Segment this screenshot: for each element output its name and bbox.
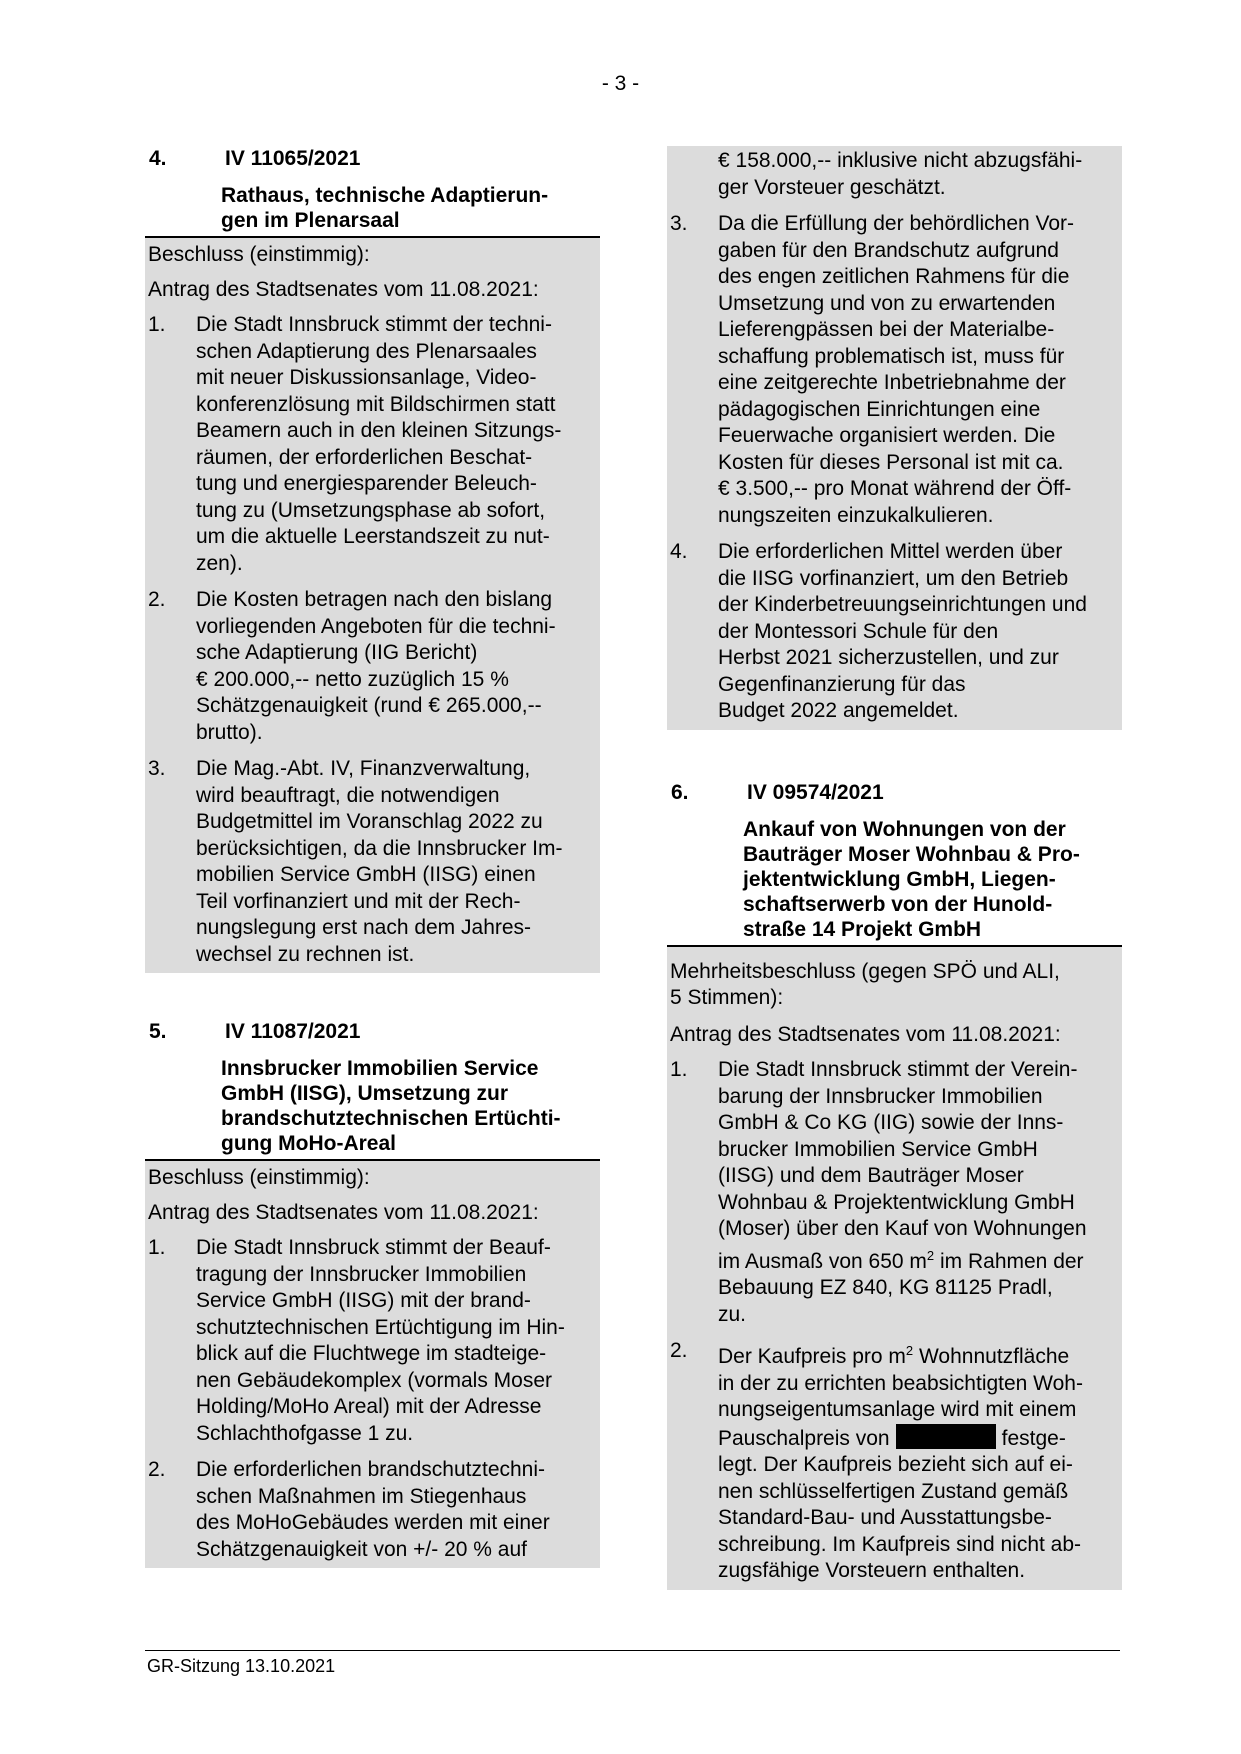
superscript: 2 (905, 1343, 914, 1358)
title-line: Bauträger Moser Wohnbau & Pro- (743, 842, 1080, 866)
decision-label: Beschluss (einstimmig): (148, 1166, 370, 1189)
text-line: barung der Innsbrucker Immobilien (718, 1084, 1043, 1108)
text-line: wird beauftragt, die notwendigen (196, 783, 500, 807)
section-4 (145, 146, 600, 973)
text-line: € 3.500,-- pro Monat während der Öff- (718, 477, 1072, 500)
item-number: 1. (670, 1058, 688, 1081)
text-line: gaben für den Brandschutz aufgrund (718, 238, 1059, 262)
title-line: Ankauf von Wohnungen von der (743, 817, 1066, 841)
item-number: 2. (670, 1339, 688, 1362)
section-5-number: 5. (149, 1020, 167, 1043)
text-line: in der zu errichten beabsichtigten Woh- (718, 1371, 1083, 1395)
text-line: Die Stadt Innsbruck stimmt der Verein- (718, 1058, 1078, 1081)
text-line: Budgetmittel im Voranschlag 2022 zu (196, 810, 543, 833)
text-line: Budget 2022 angemeldet. (718, 699, 959, 722)
text-line: Die Stadt Innsbruck stimmt der Beauf- (196, 1236, 551, 1259)
text-line: mit neuer Diskussionsanlage, Video- (196, 366, 537, 389)
text-line: blick auf die Fluchtwege im stadteige- (196, 1342, 547, 1365)
text-line: Schätzgenauigkeit von +/- 20 % auf (196, 1537, 527, 1561)
title-line: gung MoHo-Areal (221, 1132, 396, 1155)
text-line: die IISG vorfinanziert, um den Betrieb (718, 566, 1069, 590)
text-line: € 158.000,-- inklusive nicht abzugsfähi- (718, 149, 1083, 172)
text-line: Schlachthofgasse 1 zu. (196, 1421, 414, 1445)
superscript: 2 (926, 1247, 935, 1263)
text-line: Beamern auch in den kleinen Sitzungs- (196, 419, 562, 442)
section-5-header (145, 1019, 600, 1044)
text-line: zen). (196, 551, 243, 575)
right-column (667, 146, 1122, 1590)
item-number: 2. (148, 588, 166, 611)
text-line: ger Vorsteuer geschätzt. (718, 175, 946, 199)
text-line: tung zu (Umsetzungsphase ab sofort, (196, 498, 546, 522)
text-line: Standard-Bau- und Ausstattungsbe- (718, 1506, 1052, 1529)
text-line: Die Stadt Innsbruck stimmt der techni- (196, 313, 552, 336)
title-line: gen im Plenarsaal (221, 209, 400, 232)
section-6-title (743, 817, 1122, 945)
text-fragment: Pauschalpreis von (718, 1426, 890, 1450)
list-item (670, 1333, 1119, 1590)
text-line: brutto). (196, 720, 263, 744)
text-line: GmbH & Co KG (IIG) sowie der Inns- (718, 1111, 1064, 1134)
text-line: räumen, der erforderlichen Beschat- (196, 445, 533, 469)
left-column (145, 146, 600, 1568)
spacer (670, 148, 718, 201)
text-line: 5 Stimmen): (670, 986, 784, 1009)
item-text (196, 587, 597, 746)
text-line: Die Mag.-Abt. IV, Finanzverwaltung, (196, 757, 531, 780)
item-text (196, 1457, 597, 1563)
title-line: GmbH (IISG), Umsetzung zur (221, 1082, 509, 1105)
title-line: Rathaus, technische Adaptierun- (221, 184, 549, 207)
text-line: Wohnbau & Projektentwicklung GmbH (718, 1190, 1075, 1214)
section-6-header (667, 780, 1122, 805)
item-number: 1. (148, 313, 166, 336)
text-line (718, 1243, 1119, 1276)
text-line: konferenzlösung mit Bildschirmen statt (196, 392, 556, 416)
text-line: des engen zeitlichen Rahmens für die (718, 265, 1070, 288)
title-line: brandschutztechnischen Ertüchti- (221, 1107, 561, 1130)
section-4-code: IV 11065/2021 (225, 147, 361, 170)
text-line: (IISG) und dem Bauträger Moser (718, 1164, 1024, 1187)
text-line: schen Adaptierung des Plenarsaales (196, 339, 537, 363)
text-line (718, 1424, 1119, 1453)
text-line: um die aktuelle Leerstandszeit zu nut- (196, 525, 550, 548)
text-line: tung und energiesparender Beleuch- (196, 472, 537, 495)
text-fragment: im Rahmen der (934, 1249, 1084, 1273)
text-line: nungszeiten einzukalkulieren. (718, 503, 994, 527)
section-5-code: IV 11087/2021 (225, 1020, 361, 1043)
text-line: Holding/MoHo Areal) mit der Adresse (196, 1395, 542, 1418)
motion-label: Antrag des Stadtsenates vom 11.08.2021: (148, 277, 539, 301)
item-number: 3. (670, 212, 688, 235)
text-line: zugsfähige Vorsteuern enthalten. (718, 1559, 1026, 1582)
page-number: - 3 - (601, 72, 640, 95)
item-text (196, 756, 597, 968)
list-item (148, 307, 597, 582)
text-line: Feuerwache organisiert werden. Die (718, 424, 1056, 447)
text-line: Schätzgenauigkeit (rund € 265.000,-- (196, 694, 542, 717)
text-line: Die erforderlichen brandschutztechni- (196, 1458, 546, 1481)
text-line: Bebauung EZ 840, KG 81125 Pradl, (718, 1276, 1053, 1299)
list-item (670, 1052, 1119, 1333)
footer-rule (145, 1650, 1120, 1651)
decision-label: Beschluss (einstimmig): (148, 243, 370, 266)
section-6 (667, 780, 1122, 1590)
text-line: brucker Immobilien Service GmbH (718, 1137, 1038, 1161)
text-line: schaffung problematisch ist, muss für (718, 344, 1065, 368)
text-line: legt. Der Kaufpreis bezieht sich auf ei- (718, 1453, 1073, 1476)
title-line: straße 14 Projekt GmbH (743, 917, 982, 941)
text-line: nungseigentumsanlage wird mit einem (718, 1398, 1077, 1421)
section-5-body (145, 1161, 600, 1568)
text-line: nen schlüsselfertigen Zustand gemäß (718, 1479, 1069, 1503)
text-line: des MoHoGebäudes werden mit einer (196, 1511, 550, 1534)
text-line: wechsel zu rechnen ist. (196, 942, 415, 966)
text-line: schen Maßnahmen im Stiegenhaus (196, 1484, 527, 1508)
text-line: sche Adaptierung (IIG Bericht) (196, 641, 478, 664)
text-fragment: im Ausmaß von 650 m (718, 1249, 927, 1273)
item-text (718, 1057, 1119, 1328)
section-5-title (221, 1056, 600, 1159)
text-line: tragung der Innsbrucker Immobilien (196, 1262, 527, 1286)
list-item (670, 534, 1119, 730)
title-line: Innsbrucker Immobilien Service (221, 1057, 539, 1080)
text-line: Kosten für dieses Personal ist mit ca. (718, 450, 1064, 474)
item-text (196, 312, 597, 577)
section-4-header (145, 146, 600, 171)
text-line: der Kinderbetreuungseinrichtungen und (718, 593, 1087, 616)
text-line: (Moser) über den Kauf von Wohnungen (718, 1217, 1087, 1240)
text-line: Herbst 2021 sicherzustellen, und zur (718, 646, 1059, 669)
text-line: Da die Erfüllung der behördlichen Vor- (718, 212, 1075, 235)
item-number: 1. (148, 1236, 166, 1259)
text-line: Service GmbH (IISG) mit der brand- (196, 1289, 531, 1312)
section-4-number: 4. (149, 147, 167, 170)
item-text (718, 539, 1119, 725)
list-item (148, 582, 597, 751)
item-text (196, 1235, 597, 1447)
text-line: vorliegenden Angeboten für die techni- (196, 614, 556, 638)
footer-text: GR-Sitzung 13.10.2021 (147, 1656, 336, 1676)
text-line: Lieferengpässen bei der Materialbe- (718, 318, 1055, 341)
decision-label (670, 947, 1119, 1016)
list-item (148, 751, 597, 973)
item-number: 4. (670, 540, 688, 563)
text-line: Umsetzung und von zu erwartenden (718, 291, 1056, 315)
text-line: berücksichtigen, da die Innsbrucker Im- (196, 836, 563, 860)
title-line: jektentwicklung GmbH, Liegen- (743, 867, 1056, 891)
text-line: Gegenfinanzierung für das (718, 672, 966, 696)
text-line: pädagogischen Einrichtungen eine (718, 397, 1041, 421)
text-line: der Montessori Schule für den (718, 619, 999, 643)
text-line: Die erforderlichen Mittel werden über (718, 540, 1063, 563)
title-line: schaftserwerb von der Hunold- (743, 892, 1053, 916)
text-fragment: festge- (1001, 1426, 1066, 1450)
text-line: € 200.000,-- netto zuzüglich 15 % (196, 667, 509, 691)
item-text (718, 1338, 1119, 1585)
redaction-block (896, 1424, 996, 1449)
item-number: 3. (148, 757, 166, 780)
section-5 (145, 1019, 600, 1568)
section-4-body (145, 238, 600, 973)
continuation-text (670, 146, 1119, 206)
item-text (718, 211, 1119, 529)
section-5-continued (667, 146, 1122, 730)
text-line (718, 1338, 1119, 1371)
text-line: schutztechnischen Ertüchtigung im Hin- (196, 1315, 565, 1339)
section-4-title (221, 183, 600, 236)
list-item (148, 1452, 597, 1568)
text-line: Die Kosten betragen nach den bislang (196, 588, 553, 611)
text-line: nungslegung erst nach dem Jahres- (196, 916, 532, 939)
item-number: 2. (148, 1458, 166, 1481)
text-line: Mehrheitsbeschluss (gegen SPÖ und ALI, (670, 959, 1060, 983)
motion-label: Antrag des Stadtsenates vom 11.08.2021: (148, 1200, 539, 1224)
item-text (718, 148, 1119, 201)
text-fragment: Der Kaufpreis pro m (718, 1345, 906, 1368)
list-item (670, 206, 1119, 534)
section-6-code: IV 09574/2021 (747, 780, 884, 804)
text-line: schreibung. Im Kaufpreis sind nicht ab- (718, 1532, 1082, 1556)
section-6-body (667, 947, 1122, 1590)
text-line: nen Gebäudekomplex (vormals Moser (196, 1368, 552, 1392)
text-line: mobilien Service GmbH (IISG) einen (196, 863, 536, 886)
motion-label: Antrag des Stadtsenates vom 11.08.2021: (670, 1022, 1061, 1046)
section-6-number: 6. (671, 780, 689, 804)
text-line: eine zeitgerechte Inbetriebnahme der (718, 371, 1066, 394)
text-line: Teil vorfinanziert und mit der Rech- (196, 889, 521, 913)
text-fragment: Wohnnutzfläche (913, 1345, 1070, 1368)
list-item (148, 1230, 597, 1452)
text-line: zu. (718, 1302, 747, 1326)
